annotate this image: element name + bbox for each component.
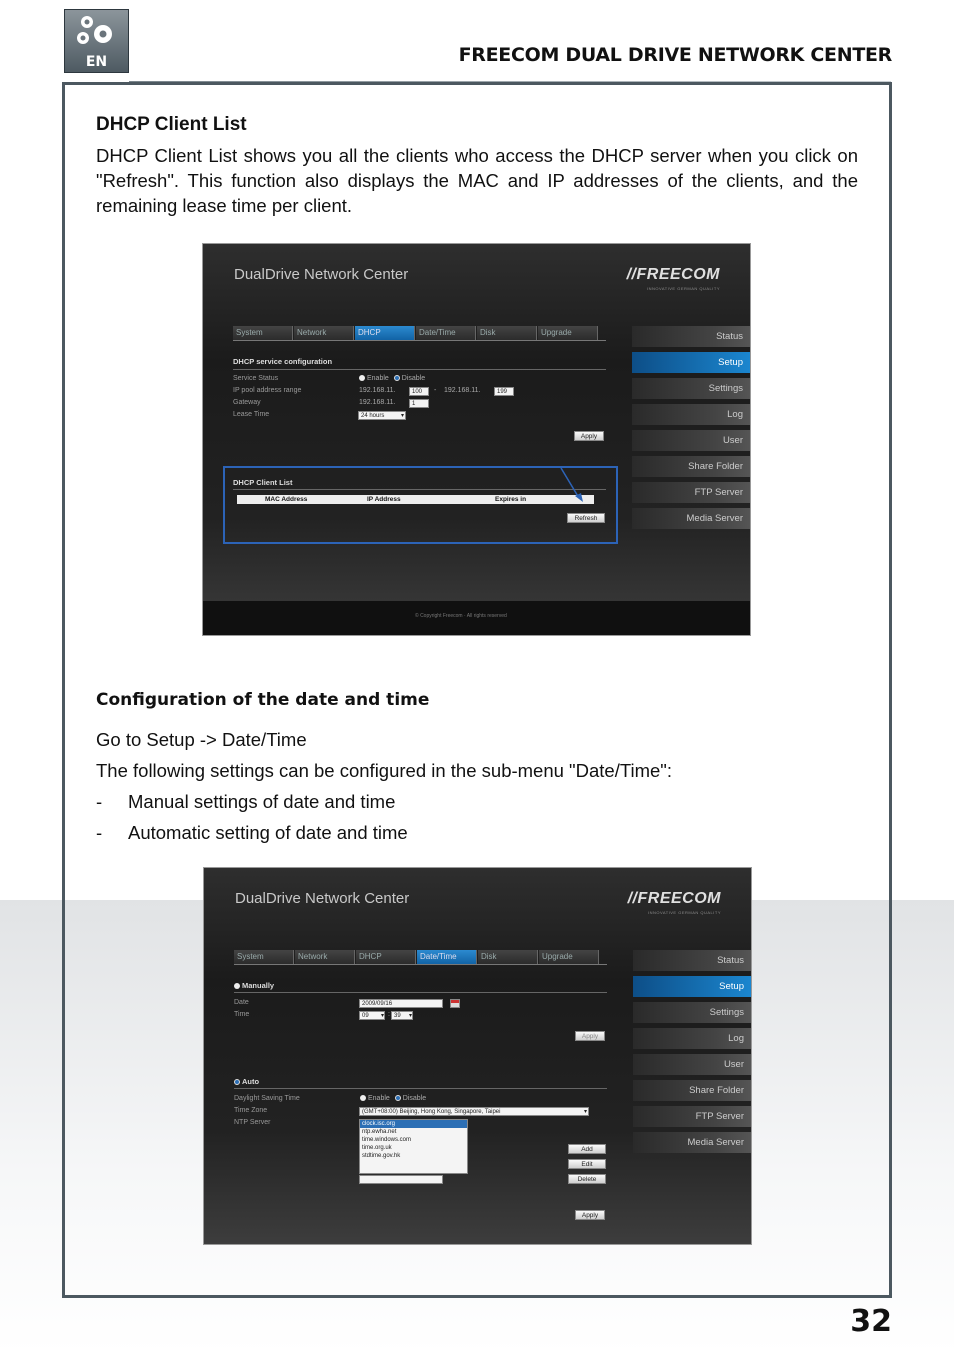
time-colon: : (388, 1011, 390, 1018)
app-title: DualDrive Network Center (234, 266, 409, 283)
col-mac-address: MAC Address (265, 496, 308, 503)
tab-rule (233, 340, 606, 341)
bullet-text: Manual settings of date and time (128, 791, 396, 812)
auto-radio[interactable] (234, 1079, 240, 1085)
manually-radio[interactable] (234, 983, 240, 989)
language-badge (64, 9, 129, 73)
badge-label: EN (85, 54, 108, 70)
page-number: 32 (850, 1304, 892, 1339)
sidebar-nav (632, 326, 750, 534)
client-list-title: DHCP Client List (233, 478, 293, 487)
sidebar-item-setup[interactable]: Setup (632, 352, 750, 373)
sidebar-item-ftp-server[interactable]: FTP Server (633, 1106, 751, 1127)
dst-disable-label: Disable (402, 1095, 427, 1102)
screenshot-date-time (203, 867, 752, 1245)
section-body-dhcp-client-list: DHCP Client List shows you all the clients who access the DHCP server when you click on "Refresh". This function also displays the MAC and IP addresses of the clients, and the remaining lease time per client. (96, 145, 858, 216)
sidebar-item-settings[interactable]: Settings (633, 1002, 751, 1023)
sidebar-item-user[interactable]: User (632, 430, 750, 451)
col-ip-address: IP Address (367, 496, 401, 503)
instruction-line-1: Go to Setup -> Date/Time (96, 729, 307, 750)
sidebar-item-user[interactable]: User (633, 1054, 751, 1075)
dst-enable-radio[interactable] (360, 1095, 366, 1101)
delete-button[interactable]: Delete (568, 1174, 606, 1184)
service-status-label: Service Status (233, 375, 279, 382)
freecom-logo: //FREECOM (627, 890, 721, 907)
section-title-date-time: Configuration of the date and time (96, 690, 430, 710)
logo-tagline: INNOVATIVE GERMAN QUALITY (646, 286, 720, 291)
hour-select[interactable] (359, 1011, 385, 1020)
ip-pool-label: IP pool address range (233, 387, 302, 394)
sidebar-item-log[interactable]: Log (632, 404, 750, 425)
chevron-down-icon: ▾ (380, 1013, 384, 1019)
tab-disk[interactable]: Disk (478, 950, 538, 964)
gateway-input[interactable]: 1 (409, 399, 429, 408)
tab-dhcp[interactable]: DHCP (356, 950, 416, 964)
sidebar-nav (633, 950, 751, 1158)
ip-range-dash: - (434, 387, 437, 394)
tab-bar (233, 326, 599, 340)
date-label: Date (234, 999, 249, 1006)
ntp-server-label: NTP Server (234, 1119, 271, 1126)
timezone-value: (GMT+08:00) Beijing, Hong Kong, Singapore, Taipei (362, 1109, 501, 1115)
sidebar-item-status[interactable]: Status (632, 326, 750, 347)
apply-auto-button[interactable]: Apply (575, 1210, 605, 1220)
tab-system[interactable]: System (233, 326, 293, 340)
enable-label: Enable (367, 375, 389, 382)
tab-rule (234, 964, 607, 965)
manually-label: Manually (242, 981, 275, 990)
dst-label: Daylight Saving Time (234, 1095, 300, 1102)
sidebar-item-ftp-server[interactable]: FTP Server (632, 482, 750, 503)
tab-upgrade[interactable]: Upgrade (538, 326, 598, 340)
apply-manual-button[interactable]: Apply (575, 1031, 605, 1041)
tab-network[interactable]: Network (295, 950, 355, 964)
auto-section (234, 1077, 259, 1086)
dhcp-config-title: DHCP service configuration (233, 357, 333, 366)
time-label: Time (234, 1011, 250, 1018)
bullet-dash: - (96, 822, 103, 843)
minute-select[interactable] (391, 1011, 413, 1020)
ip-pool-start-prefix: 192.168.11. (359, 387, 396, 394)
logo-tagline: INNOVATIVE GERMAN QUALITY (647, 910, 721, 915)
timezone-select[interactable] (359, 1107, 589, 1116)
timezone-label: Time Zone (234, 1107, 268, 1114)
copyright-text: © Copyright Freecom · All rights reserved (415, 613, 507, 619)
lease-time-select[interactable] (358, 411, 406, 420)
minute-value: 39 (394, 1013, 401, 1019)
sidebar-item-media-server[interactable]: Media Server (633, 1132, 751, 1153)
tab-network[interactable]: Network (294, 326, 354, 340)
ip-pool-end-input[interactable]: 199 (494, 387, 514, 396)
hour-value: 09 (362, 1013, 369, 1019)
sidebar-item-setup[interactable]: Setup (633, 976, 751, 997)
instruction-line-2: The following settings can be configured in the sub-menu "Date/Time": (96, 760, 672, 781)
calendar-icon-header (451, 1000, 459, 1003)
auto-rule (234, 1088, 607, 1089)
calendar-icon[interactable] (450, 999, 460, 1008)
screenshot-dhcp (202, 243, 751, 636)
pointer-arrow-icon (558, 466, 588, 506)
dst-enable-label: Enable (368, 1095, 390, 1102)
enable-radio[interactable] (359, 375, 365, 381)
sidebar-item-log[interactable]: Log (633, 1028, 751, 1049)
tab-system[interactable]: System (234, 950, 294, 964)
gateway-prefix: 192.168.11. (359, 399, 396, 406)
tab-disk[interactable]: Disk (477, 326, 537, 340)
bullet-text: Automatic setting of date and time (128, 822, 408, 843)
tab-date-time[interactable]: Date/Time (417, 950, 477, 964)
dhcp-config-rule (233, 369, 606, 370)
gears-icon (73, 12, 121, 52)
sidebar-item-share-folder[interactable]: Share Folder (633, 1080, 751, 1101)
auto-label: Auto (242, 1077, 260, 1086)
freecom-logo: //FREECOM (626, 266, 720, 283)
date-input[interactable]: 2009/09/16 (359, 999, 443, 1008)
lease-time-label: Lease Time (233, 411, 270, 418)
tab-dhcp[interactable]: DHCP (355, 326, 415, 340)
disable-label: Disable (401, 375, 426, 382)
lease-time-value: 24 hours (361, 413, 385, 419)
chevron-down-icon: ▾ (400, 413, 404, 419)
tab-date-time[interactable]: Date/Time (416, 326, 476, 340)
sidebar-item-media-server[interactable]: Media Server (632, 508, 750, 529)
ip-pool-start-input[interactable]: 100 (409, 387, 429, 396)
disable-radio[interactable] (394, 375, 400, 381)
tab-bar (234, 950, 600, 964)
ntp-server-input[interactable] (359, 1175, 443, 1184)
ntp-server-item[interactable]: ntp.ewha.net (362, 1129, 397, 1135)
client-list-rule (233, 489, 606, 490)
dst-radios (360, 1095, 426, 1102)
ntp-server-list[interactable] (359, 1119, 468, 1174)
apply-button[interactable]: Apply (574, 431, 604, 441)
ip-pool-end-prefix: 192.168.11. (444, 387, 481, 394)
sidebar-item-status[interactable]: Status (633, 950, 751, 971)
refresh-button[interactable]: Refresh (567, 513, 605, 523)
ntp-server-item[interactable]: stdtime.gov.hk (362, 1153, 401, 1159)
ntp-server-item[interactable]: time.windows.com (362, 1137, 412, 1143)
screenshot-footer (203, 601, 750, 635)
bullet-dash: - (96, 791, 103, 812)
col-expires-in: Expires in (495, 496, 527, 503)
service-status-radios (359, 375, 425, 382)
document-title: FREECOM DUAL DRIVE NETWORK CENTER (458, 44, 892, 66)
sidebar-item-share-folder[interactable]: Share Folder (632, 456, 750, 477)
sidebar-item-settings[interactable]: Settings (632, 378, 750, 399)
manually-rule (234, 992, 607, 993)
chevron-down-icon: ▾ (583, 1109, 587, 1115)
tab-upgrade[interactable]: Upgrade (539, 950, 599, 964)
chevron-down-icon: ▾ (408, 1013, 412, 1019)
manually-section (234, 981, 274, 990)
add-button[interactable]: Add (568, 1144, 606, 1154)
app-title: DualDrive Network Center (235, 890, 410, 907)
client-table-header (237, 495, 594, 504)
edit-button[interactable]: Edit (568, 1159, 606, 1169)
section-title-dhcp-client-list: DHCP Client List (96, 114, 247, 135)
ntp-server-item[interactable]: time.org.uk (362, 1145, 392, 1151)
ntp-server-item[interactable]: clock.isc.org (360, 1120, 467, 1128)
dst-disable-radio[interactable] (395, 1095, 401, 1101)
gateway-label: Gateway (233, 399, 261, 406)
